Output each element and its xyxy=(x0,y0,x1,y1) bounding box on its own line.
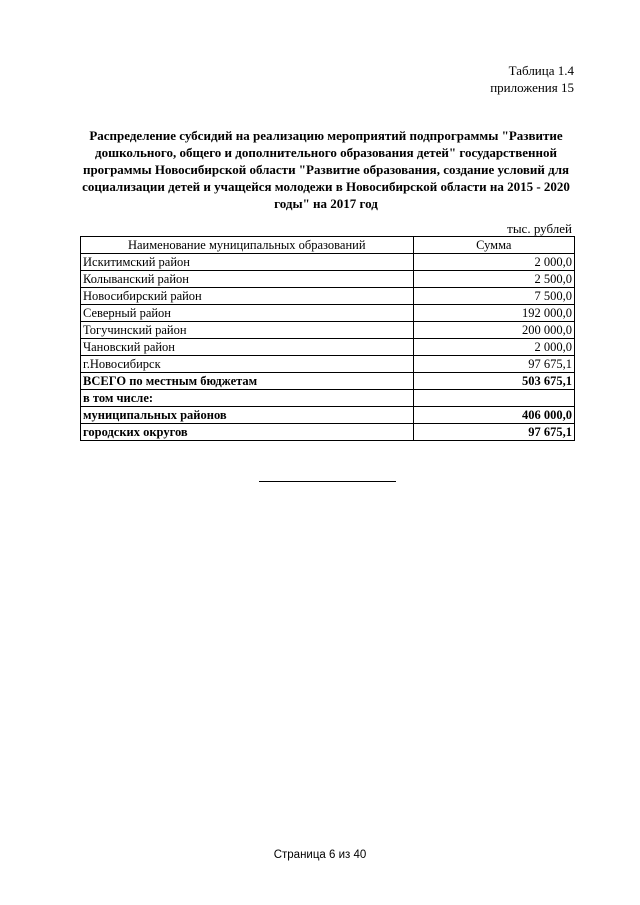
page-number: Страница 6 из 40 xyxy=(273,849,367,861)
table-header-row xyxy=(81,237,575,254)
table-row xyxy=(81,288,575,305)
municipality-name: Колыванский район xyxy=(81,271,414,288)
total-row xyxy=(81,373,575,390)
units-label: тыс. рублей xyxy=(507,221,572,236)
appendix-reference: приложения 15 xyxy=(490,80,574,95)
subsidy-amount: 200 000,0 xyxy=(413,322,574,339)
title-line: программы Новосибирской области "Развитие образования, создание условий для xyxy=(82,162,570,177)
subsidy-amount: 2 000,0 xyxy=(413,339,574,356)
title-line: социализации детей и учащейся молодежи в Новосибирской области на 2015 - 2020 xyxy=(82,179,570,194)
table-row xyxy=(81,305,575,322)
separator-line xyxy=(259,481,396,482)
municipality-name: Чановский район xyxy=(81,339,414,356)
title-line: Распределение субсидий на реализацию мероприятий подпрограммы "Развитие xyxy=(89,128,563,143)
document-title xyxy=(78,127,574,212)
subsidy-amount: 7 500,0 xyxy=(413,288,574,305)
including-row xyxy=(81,390,575,407)
total-amount: 503 675,1 xyxy=(413,373,574,390)
table-row xyxy=(81,254,575,271)
municipality-name: Новосибирский район xyxy=(81,288,414,305)
title-line: годы" на 2017 год xyxy=(274,196,378,211)
column-header-sum: Сумма xyxy=(413,237,574,254)
municipality-name: Тогучинский район xyxy=(81,322,414,339)
total-label: ВСЕГО по местным бюджетам xyxy=(81,373,414,390)
table-row xyxy=(81,356,575,373)
table-reference xyxy=(490,62,574,96)
subsidy-amount: 97 675,1 xyxy=(413,356,574,373)
table-number: Таблица 1.4 xyxy=(508,63,574,78)
including-label: в том числе: xyxy=(81,390,414,407)
column-header-name: Наименование муниципальных образований xyxy=(81,237,414,254)
title-line: дошкольного, общего и дополнительного образования детей" государственной xyxy=(95,145,557,160)
subtotal-amount: 406 000,0 xyxy=(413,407,574,424)
subsidy-amount: 192 000,0 xyxy=(413,305,574,322)
table-row xyxy=(81,339,575,356)
subtotal-row xyxy=(81,424,575,441)
subsidy-table xyxy=(80,236,575,441)
including-amount xyxy=(413,390,574,407)
municipality-name: г.Новосибирск xyxy=(81,356,414,373)
subsidy-amount: 2 500,0 xyxy=(413,271,574,288)
subtotal-amount: 97 675,1 xyxy=(413,424,574,441)
subtotal-label: муниципальных районов xyxy=(81,407,414,424)
subsidy-amount: 2 000,0 xyxy=(413,254,574,271)
table-row xyxy=(81,271,575,288)
subtotal-row xyxy=(81,407,575,424)
table-row xyxy=(81,322,575,339)
municipality-name: Искитимский район xyxy=(81,254,414,271)
subtotal-label: городских округов xyxy=(81,424,414,441)
municipality-name: Северный район xyxy=(81,305,414,322)
